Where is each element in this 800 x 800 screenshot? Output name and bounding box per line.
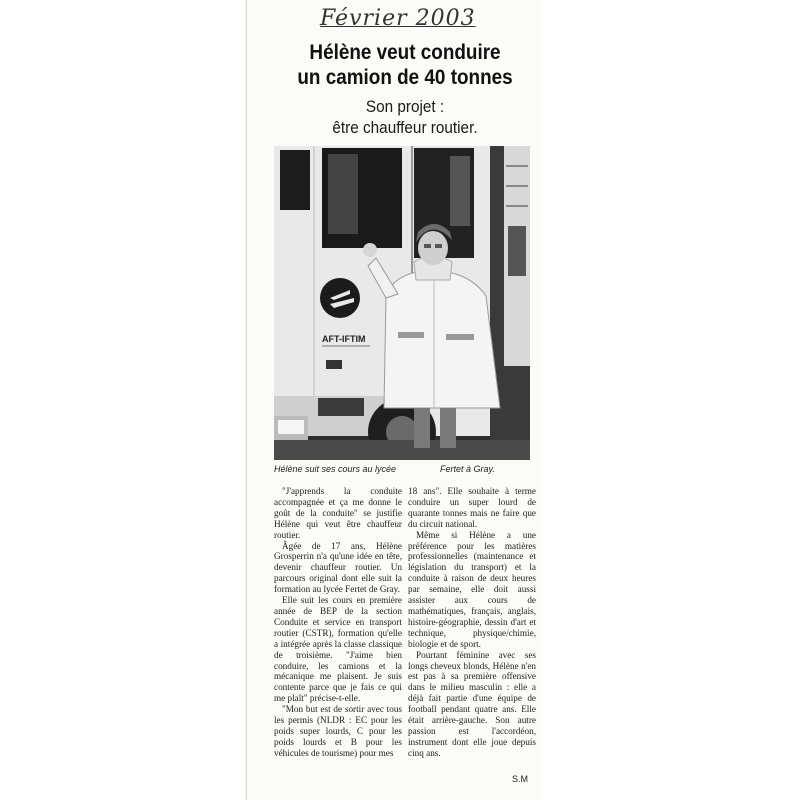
article-photo <box>274 146 530 460</box>
article-paragraph: "Mon but est de sortir avec tous les permis (NLDR : EC pour les poids super lourds, C pour les poids lourds et B pour les véhicules de tourisme) pour mes <box>274 704 402 758</box>
headline <box>284 40 527 90</box>
svg-text:AFT-IFTIM: AFT-IFTIM <box>322 334 366 344</box>
article-column-1 <box>274 486 402 759</box>
headline-line-2: un camion de 40 tonnes <box>297 66 513 89</box>
article-paragraph: Âgée de 17 ans, Hélène Grosperrin n'a qu'une idée en tête, devenir chauffeur routier. Un parcours original dont elle suit la formation au lycée Fertet de Gray. <box>274 540 402 595</box>
article-paragraph: 18 ans". Elle souhaite à terme conduire un super lourd de quarante tonnes mais ne faire que du circuit national. <box>408 486 536 529</box>
headline-line-1: Hélène veut conduire <box>309 41 501 64</box>
article-paragraph: Même si Hélène a une préférence pour les matières professionnelles (maintenance et législation du transport) et la conduite à raison de deux heures par semaine, elle doit aussi assister aux cours de mathématiques, français, anglais, histoire-géographie, dessin d'art et technique, physique/chimie, biologie et de sport. <box>408 529 536 649</box>
article-paragraph: Pourtant féminine avec ses longs cheveux blonds, Hélène n'en est pas à sa première offensive dans le milieu masculin : elle a déjà fait partie d'une équipe de football pendant quatre ans. Elle était arrière-gauche. Son autre passion est l'accordéon, instrument dont elle joue depuis cinq ans. <box>408 649 536 758</box>
article-column-2 <box>408 486 536 759</box>
handwritten-date: Février 2003 <box>320 6 476 31</box>
subheadline-line-1: Son projet : <box>365 97 445 116</box>
photo-truck-and-student <box>274 146 530 460</box>
photo-caption-left: Hélène suit ses cours au lycée <box>274 464 397 474</box>
author-signature: S.M <box>512 774 529 784</box>
subheadline <box>284 96 527 138</box>
subheadline-line-2: être chauffeur routier. <box>332 118 478 137</box>
article-paragraph: "J'apprends la conduite accompagnée et ça me donne le goût de la conduite" se justifie Hélène qui veut être chauffeur routier. <box>274 486 402 540</box>
photo-caption-right: Fertet à Gray. <box>440 464 495 474</box>
article-paragraph: Elle suit les cours en première année de BEP de la section Conduite et service en transport routier (CSTR), formation qu'elle a intégrée après la classe classique de troisième. "J'aime bien conduire, les camions et la mécanique me plaisent. Je suis contente parce que je fais ce qui me plaît" précise-t-elle. <box>274 595 402 704</box>
